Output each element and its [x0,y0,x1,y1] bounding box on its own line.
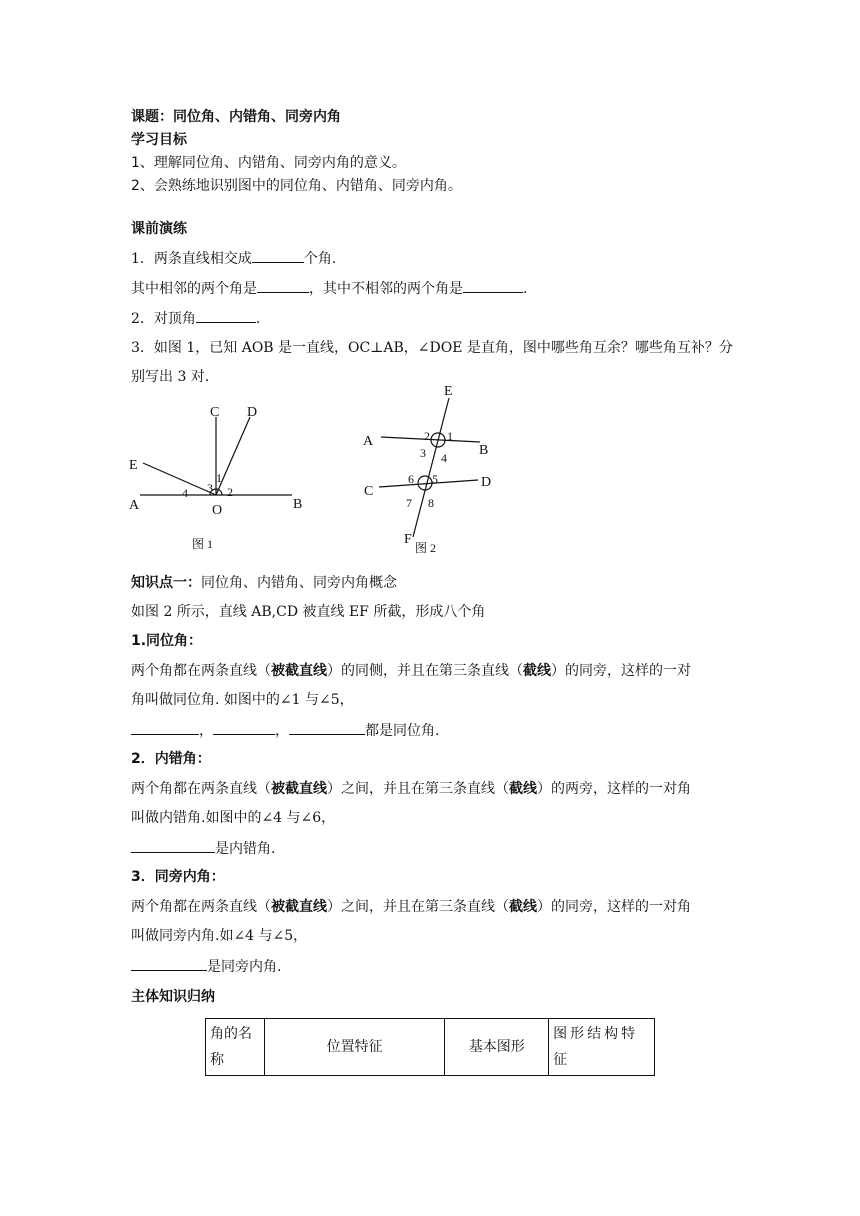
answer-blank[interactable] [131,721,199,735]
angle-2-label: 2 [227,485,233,499]
summary-heading: 主体知识归纳 [131,989,215,1005]
text-span: 是内错角. [215,841,276,857]
angle-1-label: 1 [216,471,222,485]
answer-blank[interactable] [213,721,275,735]
q1-sub-tail: . [523,281,528,297]
alternate-def-2: 叫做内错角.如图中的∠4 与∠6， [131,810,336,826]
angle-1-label-2: 1 [447,429,453,443]
text-span: ）之间，并且在第三条直线（ [327,899,509,915]
corresponding-heading: 1.同位角： [131,633,203,649]
label-f-2: F [404,532,412,547]
corresponding-def-2: 角叫做同位角. 如图中的∠1 与∠5， [131,692,354,708]
objective-2: 2、会熟练地识别图中的同位角、内错角、同旁内角。 [131,178,462,194]
label-d-2: D [481,475,492,490]
label-b-2: B [479,443,489,458]
label-e-2: E [444,384,453,399]
knowledge-point-label: 知识点一： [131,575,201,591]
co-interior-heading: 3．同旁内角： [131,869,225,885]
label-c-2: C [364,484,374,499]
text-span: ）的两旁，这样的一对角 [537,781,691,797]
q1-tail: 个角. [303,251,337,267]
separator: ， [199,723,213,739]
angle-4-label: 4 [182,486,188,500]
alternate-blanks [131,839,275,858]
q1-sub-mid: ，其中不相邻的两个角是 [309,281,463,297]
angle-5-label-2: 5 [432,472,438,486]
knowledge-intro: 如图 2 所示，直线 AB,CD 被直线 EF 所截，形成八个角 [131,604,486,620]
text-span: 两个角都在两条直线（ [131,663,271,679]
knowledge-point-title: 同位角、内错角、同旁内角概念 [201,575,397,591]
preview-heading: 课前演练 [131,221,187,237]
q1-sub-text: 其中相邻的两个角是 [131,281,257,297]
knowledge-point-1 [131,574,397,592]
figure-2 [363,384,491,555]
label-e: E [129,458,138,473]
corresponding-blanks [131,721,439,740]
angle-3-label-2: 3 [420,446,426,460]
table-row [206,1019,655,1076]
figure-1 [0,0,860,600]
text-span: 是同旁内角. [207,959,282,975]
lesson-title: 课题：同位角、内错角、同旁内角 [131,109,341,125]
answer-blank[interactable] [289,721,365,735]
table-header-cell: 位置特征 [264,1019,445,1076]
co-interior-def-1 [131,898,691,916]
line-cd [379,480,478,487]
emphasis: 截线 [523,663,551,679]
alternate-heading: 2．内错角： [131,751,211,767]
q1-text: 1．两条直线相交成 [131,251,252,267]
alternate-def-1 [131,780,691,798]
objectives-heading: 学习目标 [131,132,187,148]
angle-7-label-2: 7 [406,496,412,510]
question-3: 3．如图 1，已知 AOB 是一直线，OC⊥AB，∠DOE 是直角，图中哪些角互余？哪些角互补？分 [131,340,733,356]
label-b: B [293,497,303,512]
emphasis: 被截直线 [271,781,327,797]
figure-2-caption: 图 2 [415,541,437,555]
corresponding-def-1 [131,662,691,680]
emphasis: 截线 [509,899,537,915]
q2-tail: . [255,311,261,327]
table-header-cell: 基本图形 [445,1019,549,1076]
co-interior-blanks [131,957,281,976]
objective-1: 1、理解同位角、内错角、同旁内角的意义。 [131,155,406,171]
text-span: 都是同位角. [365,723,440,739]
label-a: A [129,498,140,513]
text-span: ）的同侧，并且在第三条直线（ [327,663,523,679]
angle-6-label-2: 6 [408,472,414,486]
emphasis: 截线 [509,781,537,797]
ray-oe [143,463,216,495]
angle-3-label: 3 [207,481,213,495]
label-c: C [210,405,220,420]
separator: ， [275,723,289,739]
label-a-2: A [363,434,374,449]
q2-text: 2．对顶角 [131,311,196,327]
table-header-cell: 图形结构特征 [549,1019,655,1076]
text-span: 两个角都在两条直线（ [131,899,271,915]
summary-table [205,1018,655,1076]
text-span: 两个角都在两条直线（ [131,781,271,797]
text-span: ）的同旁，这样的一对 [551,663,691,679]
label-d: D [247,405,258,420]
text-span: ）之间，并且在第三条直线（ [327,781,509,797]
line-ef [413,398,449,537]
co-interior-def-2: 叫做同旁内角.如∠4 与∠5， [131,928,308,944]
question-3-cont: 别写出 3 对. [131,369,210,385]
table-header-cell: 角的名称 [206,1019,265,1076]
angle-2-label-2: 2 [424,429,430,443]
text-span: ）的同旁，这样的一对角 [537,899,691,915]
angle-8-label-2: 8 [428,496,434,510]
emphasis: 被截直线 [271,899,327,915]
figure-1-caption: 图 1 [192,537,214,551]
angle-4-label-2: 4 [441,451,447,465]
label-o: O [212,503,223,518]
answer-blank[interactable] [131,839,215,853]
answer-blank[interactable] [131,957,207,971]
emphasis: 被截直线 [271,663,327,679]
